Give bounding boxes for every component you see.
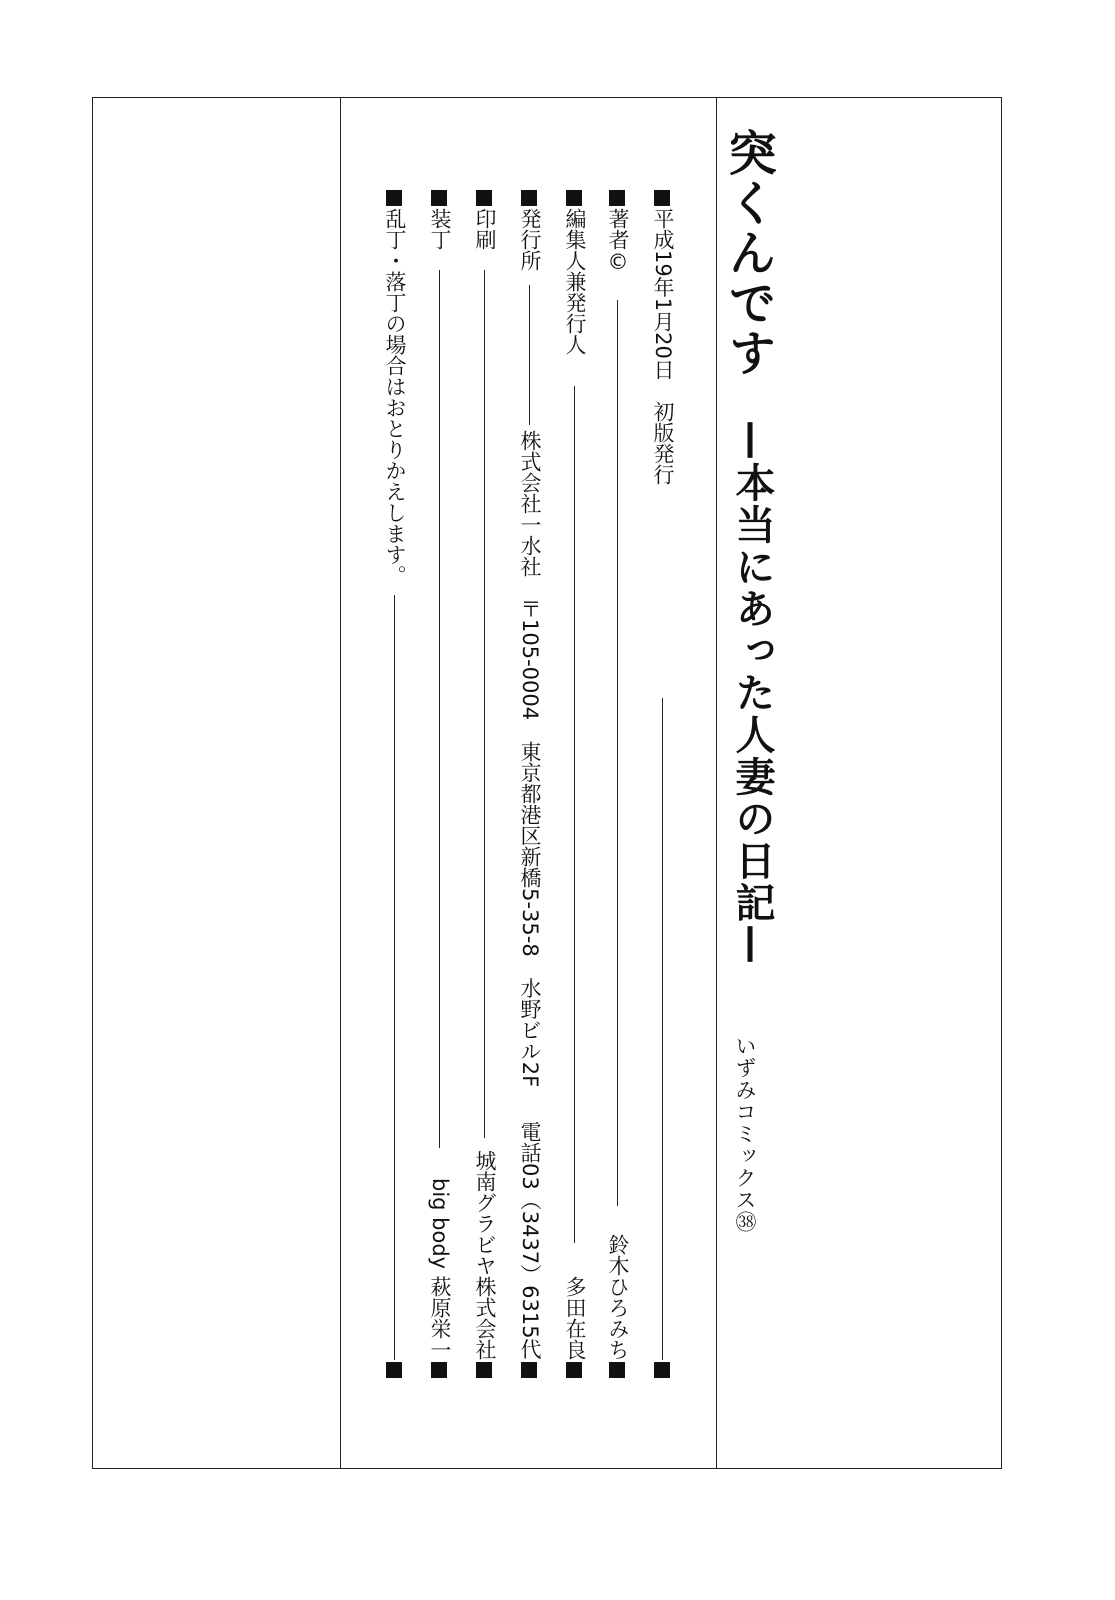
- square-bullet-icon: [476, 190, 492, 206]
- entry-label: 発行所: [518, 208, 542, 271]
- column-divider-left: [340, 97, 341, 1469]
- publisher-address: 株式会社一水社 〒105-0004 東京都港区新橋5-35-8 水野ビル2F: [518, 430, 542, 1088]
- entry-label: 乱丁・落丁の場合はおとりかえします。: [383, 208, 407, 586]
- square-bullet-icon: [609, 1362, 625, 1378]
- entry-label: 装丁: [428, 208, 452, 250]
- leader-line: [574, 386, 575, 1243]
- colophon-entry-date: [648, 190, 678, 1378]
- entry-value: 城南グラビヤ株式会社: [473, 1150, 497, 1360]
- entry-label: 著者©: [606, 208, 630, 274]
- entry-label: 平成19年1月20日 初版発行: [651, 208, 675, 485]
- series-name: いずみコミックス㊳: [733, 1035, 757, 1233]
- colophon-entry-printing: [470, 190, 500, 1378]
- colophon-entry-design: [425, 190, 455, 1378]
- colophon-frame: [92, 97, 1002, 1469]
- square-bullet-icon: [654, 1362, 670, 1378]
- book-title: 突くんです: [720, 128, 776, 378]
- column-divider-right: [716, 97, 717, 1469]
- square-bullet-icon: [609, 190, 625, 206]
- leader-line: [529, 285, 530, 425]
- square-bullet-icon: [386, 190, 402, 206]
- square-bullet-icon: [566, 1362, 582, 1378]
- entry-value: 多田在良: [563, 1276, 587, 1360]
- square-bullet-icon: [431, 190, 447, 206]
- square-bullet-icon: [521, 190, 537, 206]
- entry-value: big body 萩原栄一: [428, 1178, 452, 1360]
- square-bullet-icon: [476, 1362, 492, 1378]
- entry-value: 電話03（3437）6315代: [518, 1121, 542, 1360]
- leader-line: [394, 595, 395, 1360]
- book-subtitle: —本当にあった人妻の日記—: [729, 420, 775, 966]
- colophon-entry-publisher: [515, 190, 545, 1378]
- leader-line: [617, 300, 618, 1206]
- leader-line: [439, 270, 440, 1148]
- colophon-entry-notice: [380, 190, 410, 1378]
- entry-value: 鈴木ひろみち: [606, 1234, 630, 1360]
- square-bullet-icon: [654, 190, 670, 206]
- entry-label: 印刷: [473, 208, 497, 250]
- entry-label: 編集人兼発行人: [563, 208, 587, 355]
- colophon-entry-editor: [560, 190, 590, 1378]
- square-bullet-icon: [431, 1362, 447, 1378]
- leader-line: [484, 270, 485, 1138]
- square-bullet-icon: [566, 190, 582, 206]
- colophon-entry-author: [603, 190, 633, 1378]
- square-bullet-icon: [521, 1362, 537, 1378]
- leader-line: [662, 698, 663, 1360]
- square-bullet-icon: [386, 1362, 402, 1378]
